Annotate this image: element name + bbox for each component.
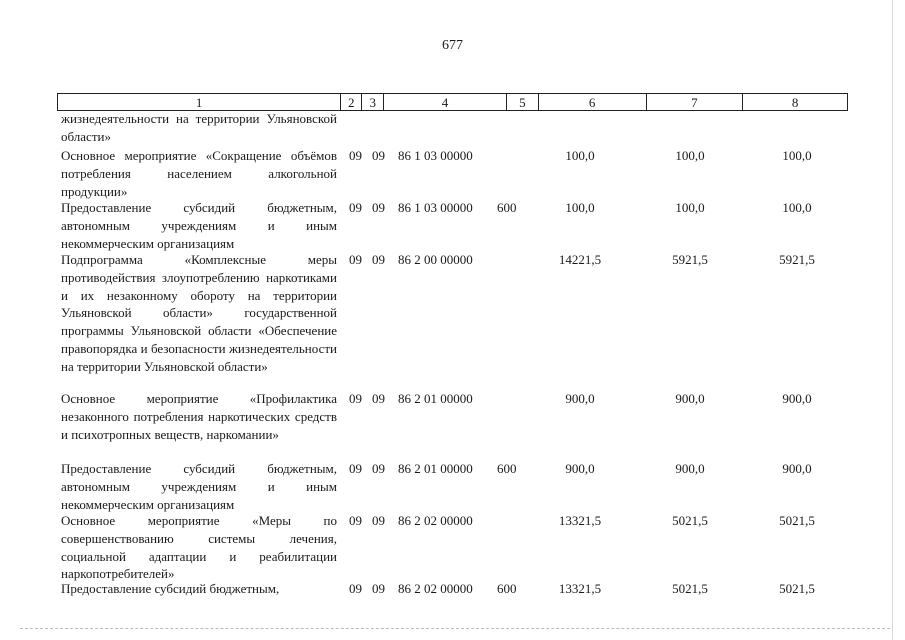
row-subsection: 09 bbox=[372, 148, 385, 163]
page-number: 677 bbox=[442, 38, 463, 53]
row-target-article: 86 2 01 00000 bbox=[398, 391, 473, 406]
header-col-5: 5 bbox=[506, 94, 538, 110]
scan-bottom-edge bbox=[20, 628, 890, 630]
row-name: жизнедеятельности на территории Ульяновской области» bbox=[61, 111, 337, 144]
header-col-7: 7 bbox=[646, 94, 743, 110]
row-expense-type: 600 bbox=[497, 461, 517, 476]
row-amount-3: 100,0 bbox=[782, 148, 812, 163]
row-name: Подпрограмма «Комплексные меры противодействия злоупотреблению наркотиками и их незаконному обороту на территории Ульяновской области» государственной программы Ульяновской области «Обеспечение правопорядка и безопасности жизнедеятельности на территории Ульяновской области» bbox=[61, 252, 337, 374]
scan-right-edge bbox=[892, 0, 894, 640]
row-amount-3: 100,0 bbox=[782, 200, 812, 215]
row-target-article: 86 2 02 00000 bbox=[398, 581, 473, 596]
row-section: 09 bbox=[349, 581, 362, 596]
row-amount-1: 900,0 bbox=[565, 391, 595, 406]
row-section: 09 bbox=[349, 252, 362, 267]
row-amount-2: 100,0 bbox=[675, 200, 705, 215]
row-expense-type: 600 bbox=[497, 581, 517, 596]
header-col-4: 4 bbox=[383, 94, 506, 110]
row-name: Предоставление субсидий бюджетным, автономным учреждениям и иным некоммерческим организациям bbox=[61, 461, 337, 512]
row-amount-3: 5021,5 bbox=[779, 513, 815, 528]
header-col-8: 8 bbox=[742, 94, 847, 110]
row-amount-2: 900,0 bbox=[675, 391, 705, 406]
row-amount-3: 900,0 bbox=[782, 461, 812, 476]
row-amount-1: 13321,5 bbox=[558, 581, 602, 596]
row-amount-1: 100,0 bbox=[565, 200, 595, 215]
row-section: 09 bbox=[349, 513, 362, 528]
row-target-article: 86 2 00 00000 bbox=[398, 252, 473, 267]
header-col-6: 6 bbox=[538, 94, 646, 110]
table-header bbox=[57, 93, 848, 111]
header-col-1: 1 bbox=[195, 95, 203, 110]
row-amount-2: 900,0 bbox=[675, 461, 705, 476]
row-target-article: 86 1 03 00000 bbox=[398, 148, 473, 163]
row-section: 09 bbox=[349, 461, 362, 476]
row-amount-2: 5921,5 bbox=[672, 252, 708, 267]
row-amount-3: 900,0 bbox=[782, 391, 812, 406]
row-amount-1: 900,0 bbox=[565, 461, 595, 476]
row-name: Предоставление субсидий бюджетным, bbox=[61, 581, 280, 596]
row-amount-3: 5021,5 bbox=[779, 581, 815, 596]
row-name: Основное мероприятие «Профилактика незаконного потребления наркотических средств и психотропных веществ, наркомании» bbox=[61, 391, 337, 442]
row-name: Основное мероприятие «Сокращение объёмов потребления населением алкогольной продукции» bbox=[61, 148, 337, 199]
row-amount-1: 14221,5 bbox=[558, 252, 602, 267]
row-amount-2: 100,0 bbox=[675, 148, 705, 163]
row-section: 09 bbox=[349, 200, 362, 215]
row-subsection: 09 bbox=[372, 513, 385, 528]
row-target-article: 86 1 03 00000 bbox=[398, 200, 473, 215]
row-section: 09 bbox=[349, 148, 362, 163]
row-subsection: 09 bbox=[372, 252, 385, 267]
row-subsection: 09 bbox=[372, 200, 385, 215]
row-amount-1: 13321,5 bbox=[558, 513, 602, 528]
row-target-article: 86 2 02 00000 bbox=[398, 513, 473, 528]
row-subsection: 09 bbox=[372, 391, 385, 406]
row-section: 09 bbox=[349, 391, 362, 406]
row-amount-1: 100,0 bbox=[565, 148, 595, 163]
row-name: Предоставление субсидий бюджетным, автономным учреждениям и иным некоммерческим организациям bbox=[61, 200, 337, 251]
row-amount-2: 5021,5 bbox=[672, 581, 708, 596]
row-amount-2: 5021,5 bbox=[672, 513, 708, 528]
row-expense-type: 600 bbox=[497, 200, 517, 215]
header-col-3: 3 bbox=[361, 94, 383, 110]
row-target-article: 86 2 01 00000 bbox=[398, 461, 473, 476]
row-subsection: 09 bbox=[372, 461, 385, 476]
row-amount-3: 5921,5 bbox=[779, 252, 815, 267]
row-subsection: 09 bbox=[372, 581, 385, 596]
row-name: Основное мероприятие «Меры по совершенствованию системы лечения, социальной адаптации и реабилитации наркопотребителей» bbox=[61, 513, 337, 582]
header-col-2: 2 bbox=[340, 94, 361, 110]
